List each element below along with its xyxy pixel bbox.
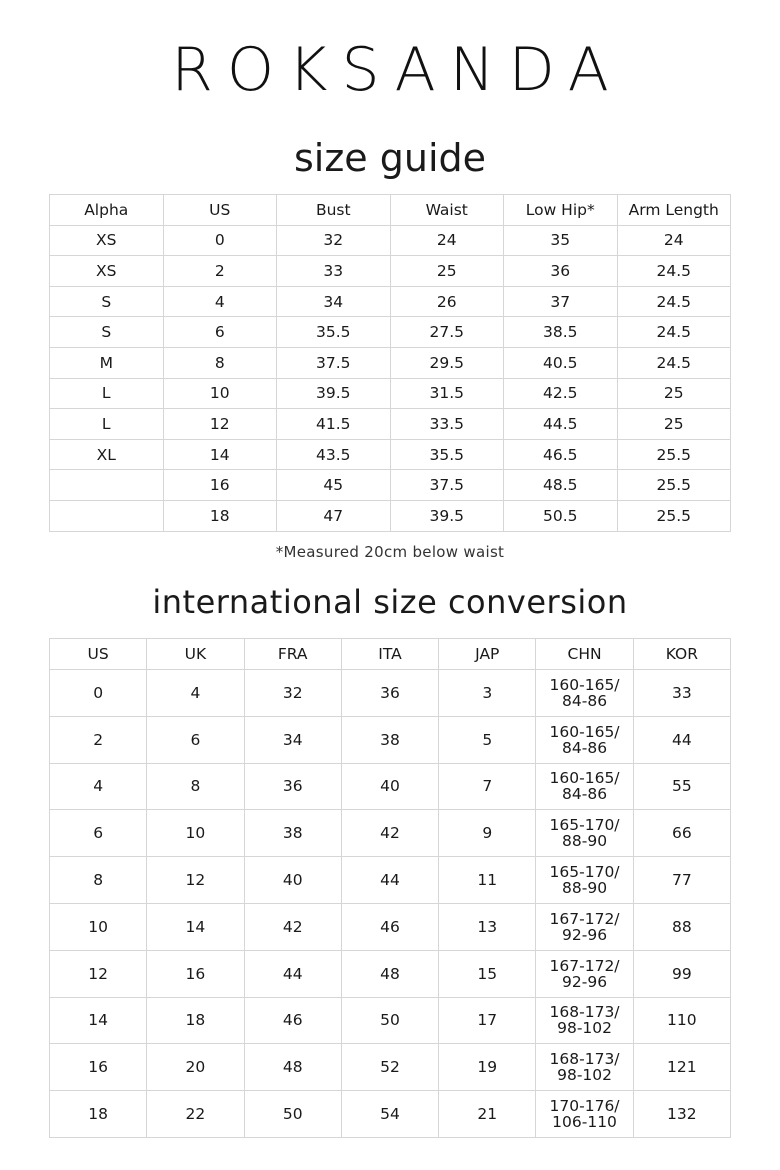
chn-line: 167-172/	[549, 909, 620, 928]
cell-low-hip: 46.5	[504, 439, 618, 470]
cell-us: 2	[163, 256, 277, 287]
header-alpha: Alpha	[50, 195, 164, 226]
chn-line: 92-96	[562, 972, 608, 991]
table-row	[50, 763, 731, 810]
cell-waist: 39.5	[390, 500, 504, 531]
chn-line: 168-173/	[549, 1003, 620, 1022]
cell-us: 8	[163, 347, 277, 378]
cell-us: 16	[163, 470, 277, 501]
table-row	[50, 409, 731, 440]
cell-uk: 4	[147, 670, 244, 717]
cell-fra: 32	[244, 670, 341, 717]
cell-us: 8	[50, 857, 147, 904]
cell-arm-length: 25	[617, 409, 731, 440]
cell-waist: 24	[390, 225, 504, 256]
conversion-body	[50, 670, 731, 1138]
cell-jap: 11	[439, 857, 536, 904]
header-waist: Waist	[390, 195, 504, 226]
cell-chn	[536, 1091, 633, 1138]
cell-fra: 48	[244, 1044, 341, 1091]
header-fra: FRA	[244, 639, 341, 670]
cell-alpha	[50, 470, 164, 501]
cell-waist: 31.5	[390, 378, 504, 409]
cell-us: 4	[50, 763, 147, 810]
header-bust: Bust	[277, 195, 391, 226]
table-row	[50, 857, 731, 904]
brand-logo: ROKSANDA	[171, 35, 623, 105]
cell-jap: 15	[439, 950, 536, 997]
cell-chn	[536, 763, 633, 810]
cell-chn	[536, 997, 633, 1044]
cell-bust: 33	[277, 256, 391, 287]
cell-ita: 36	[341, 670, 438, 717]
header-us: US	[50, 639, 147, 670]
table-row	[50, 716, 731, 763]
cell-bust: 45	[277, 470, 391, 501]
table-row	[50, 225, 731, 256]
header-us: US	[163, 195, 277, 226]
cell-chn	[536, 950, 633, 997]
cell-low-hip: 37	[504, 286, 618, 317]
table-row	[50, 317, 731, 348]
cell-bust: 37.5	[277, 347, 391, 378]
cell-uk: 20	[147, 1044, 244, 1091]
chn-line: 92-96	[562, 925, 608, 944]
cell-alpha: XS	[50, 225, 164, 256]
cell-waist: 25	[390, 256, 504, 287]
cell-alpha: XS	[50, 256, 164, 287]
conversion-header-row	[50, 639, 731, 670]
cell-low-hip: 40.5	[504, 347, 618, 378]
cell-us: 16	[50, 1044, 147, 1091]
cell-alpha: L	[50, 378, 164, 409]
cell-arm-length: 24.5	[617, 347, 731, 378]
table-row	[50, 256, 731, 287]
cell-kor: 55	[633, 763, 730, 810]
chn-line: 84-86	[562, 691, 608, 710]
cell-alpha: XL	[50, 439, 164, 470]
cell-us: 12	[163, 409, 277, 440]
cell-uk: 14	[147, 903, 244, 950]
cell-kor: 33	[633, 670, 730, 717]
chn-line: 170-176/	[549, 1097, 620, 1116]
size-guide-title: size guide	[293, 136, 487, 180]
size-guide-body	[50, 225, 731, 531]
chn-line: 168-173/	[549, 1050, 620, 1069]
cell-uk: 6	[147, 716, 244, 763]
chn-line: 88-90	[562, 832, 608, 851]
cell-ita: 52	[341, 1044, 438, 1091]
cell-fra: 36	[244, 763, 341, 810]
cell-arm-length: 24.5	[617, 286, 731, 317]
cell-arm-length: 24	[617, 225, 731, 256]
cell-us: 4	[163, 286, 277, 317]
table-row	[50, 500, 731, 531]
cell-waist: 27.5	[390, 317, 504, 348]
cell-waist: 37.5	[390, 470, 504, 501]
cell-fra: 42	[244, 903, 341, 950]
cell-fra: 38	[244, 810, 341, 857]
table-row	[50, 670, 731, 717]
cell-alpha	[50, 500, 164, 531]
table-row	[50, 950, 731, 997]
cell-waist: 29.5	[390, 347, 504, 378]
table-row	[50, 347, 731, 378]
cell-us: 0	[50, 670, 147, 717]
cell-kor: 121	[633, 1044, 730, 1091]
chn-line: 84-86	[562, 785, 608, 804]
header-chn: CHN	[536, 639, 633, 670]
cell-uk: 10	[147, 810, 244, 857]
table-row	[50, 439, 731, 470]
header-ita: ITA	[341, 639, 438, 670]
table-row	[50, 810, 731, 857]
cell-kor: 66	[633, 810, 730, 857]
cell-us: 18	[50, 1091, 147, 1138]
cell-arm-length: 25.5	[617, 439, 731, 470]
cell-uk: 22	[147, 1091, 244, 1138]
cell-chn	[536, 857, 633, 904]
cell-ita: 40	[341, 763, 438, 810]
cell-jap: 19	[439, 1044, 536, 1091]
cell-low-hip: 42.5	[504, 378, 618, 409]
chn-line: 165-170/	[549, 863, 620, 882]
cell-us: 12	[50, 950, 147, 997]
cell-chn	[536, 810, 633, 857]
cell-jap: 3	[439, 670, 536, 717]
cell-ita: 46	[341, 903, 438, 950]
cell-jap: 17	[439, 997, 536, 1044]
cell-alpha: M	[50, 347, 164, 378]
cell-jap: 7	[439, 763, 536, 810]
header-arm-length: Arm Length	[617, 195, 731, 226]
cell-alpha: S	[50, 286, 164, 317]
table-row	[50, 997, 731, 1044]
cell-us: 14	[163, 439, 277, 470]
cell-us: 10	[163, 378, 277, 409]
cell-low-hip: 48.5	[504, 470, 618, 501]
chn-line: 88-90	[562, 879, 608, 898]
cell-us: 14	[50, 997, 147, 1044]
cell-us: 0	[163, 225, 277, 256]
cell-ita: 50	[341, 997, 438, 1044]
cell-low-hip: 38.5	[504, 317, 618, 348]
cell-fra: 44	[244, 950, 341, 997]
cell-arm-length: 24.5	[617, 256, 731, 287]
cell-kor: 88	[633, 903, 730, 950]
cell-us: 6	[163, 317, 277, 348]
cell-kor: 132	[633, 1091, 730, 1138]
conversion-table	[49, 638, 731, 1138]
cell-kor: 44	[633, 716, 730, 763]
cell-bust: 43.5	[277, 439, 391, 470]
cell-chn	[536, 903, 633, 950]
conversion-title: international size conversion	[152, 583, 628, 621]
cell-fra: 46	[244, 997, 341, 1044]
size-guide-header-row	[50, 195, 731, 226]
cell-chn	[536, 1044, 633, 1091]
cell-fra: 40	[244, 857, 341, 904]
cell-arm-length: 25.5	[617, 500, 731, 531]
cell-ita: 44	[341, 857, 438, 904]
chn-line: 98-102	[557, 1019, 612, 1038]
table-row	[50, 470, 731, 501]
cell-arm-length: 25.5	[617, 470, 731, 501]
cell-low-hip: 35	[504, 225, 618, 256]
cell-bust: 34	[277, 286, 391, 317]
cell-waist: 33.5	[390, 409, 504, 440]
size-guide-table	[49, 194, 731, 532]
cell-low-hip: 44.5	[504, 409, 618, 440]
cell-chn	[536, 670, 633, 717]
cell-fra: 50	[244, 1091, 341, 1138]
cell-alpha: S	[50, 317, 164, 348]
cell-alpha: L	[50, 409, 164, 440]
cell-us: 6	[50, 810, 147, 857]
cell-kor: 110	[633, 997, 730, 1044]
chn-line: 167-172/	[549, 956, 620, 975]
cell-jap: 13	[439, 903, 536, 950]
cell-ita: 38	[341, 716, 438, 763]
cell-kor: 77	[633, 857, 730, 904]
chn-line: 160-165/	[549, 769, 620, 788]
chn-line: 160-165/	[549, 722, 620, 741]
cell-ita: 48	[341, 950, 438, 997]
header-kor: KOR	[633, 639, 730, 670]
chn-line: 98-102	[557, 1066, 612, 1085]
cell-jap: 9	[439, 810, 536, 857]
chn-line: 165-170/	[549, 816, 620, 835]
cell-ita: 54	[341, 1091, 438, 1138]
cell-ita: 42	[341, 810, 438, 857]
cell-arm-length: 24.5	[617, 317, 731, 348]
cell-fra: 34	[244, 716, 341, 763]
cell-bust: 39.5	[277, 378, 391, 409]
cell-bust: 35.5	[277, 317, 391, 348]
chn-line: 160-165/	[549, 675, 620, 694]
cell-us: 18	[163, 500, 277, 531]
footnote: *Measured 20cm below waist	[275, 543, 505, 561]
table-row	[50, 1044, 731, 1091]
cell-bust: 32	[277, 225, 391, 256]
header-uk: UK	[147, 639, 244, 670]
cell-waist: 35.5	[390, 439, 504, 470]
table-row	[50, 1091, 731, 1138]
cell-chn	[536, 716, 633, 763]
cell-jap: 5	[439, 716, 536, 763]
cell-us: 10	[50, 903, 147, 950]
cell-arm-length: 25	[617, 378, 731, 409]
cell-uk: 18	[147, 997, 244, 1044]
cell-uk: 16	[147, 950, 244, 997]
table-row	[50, 286, 731, 317]
header-jap: JAP	[439, 639, 536, 670]
cell-waist: 26	[390, 286, 504, 317]
cell-bust: 47	[277, 500, 391, 531]
chn-line: 84-86	[562, 738, 608, 757]
cell-low-hip: 36	[504, 256, 618, 287]
cell-kor: 99	[633, 950, 730, 997]
table-row	[50, 903, 731, 950]
table-row	[50, 378, 731, 409]
cell-bust: 41.5	[277, 409, 391, 440]
cell-uk: 8	[147, 763, 244, 810]
cell-uk: 12	[147, 857, 244, 904]
cell-us: 2	[50, 716, 147, 763]
cell-low-hip: 50.5	[504, 500, 618, 531]
cell-jap: 21	[439, 1091, 536, 1138]
header-low-hip: Low Hip*	[504, 195, 618, 226]
chn-line: 106-110	[552, 1113, 617, 1132]
